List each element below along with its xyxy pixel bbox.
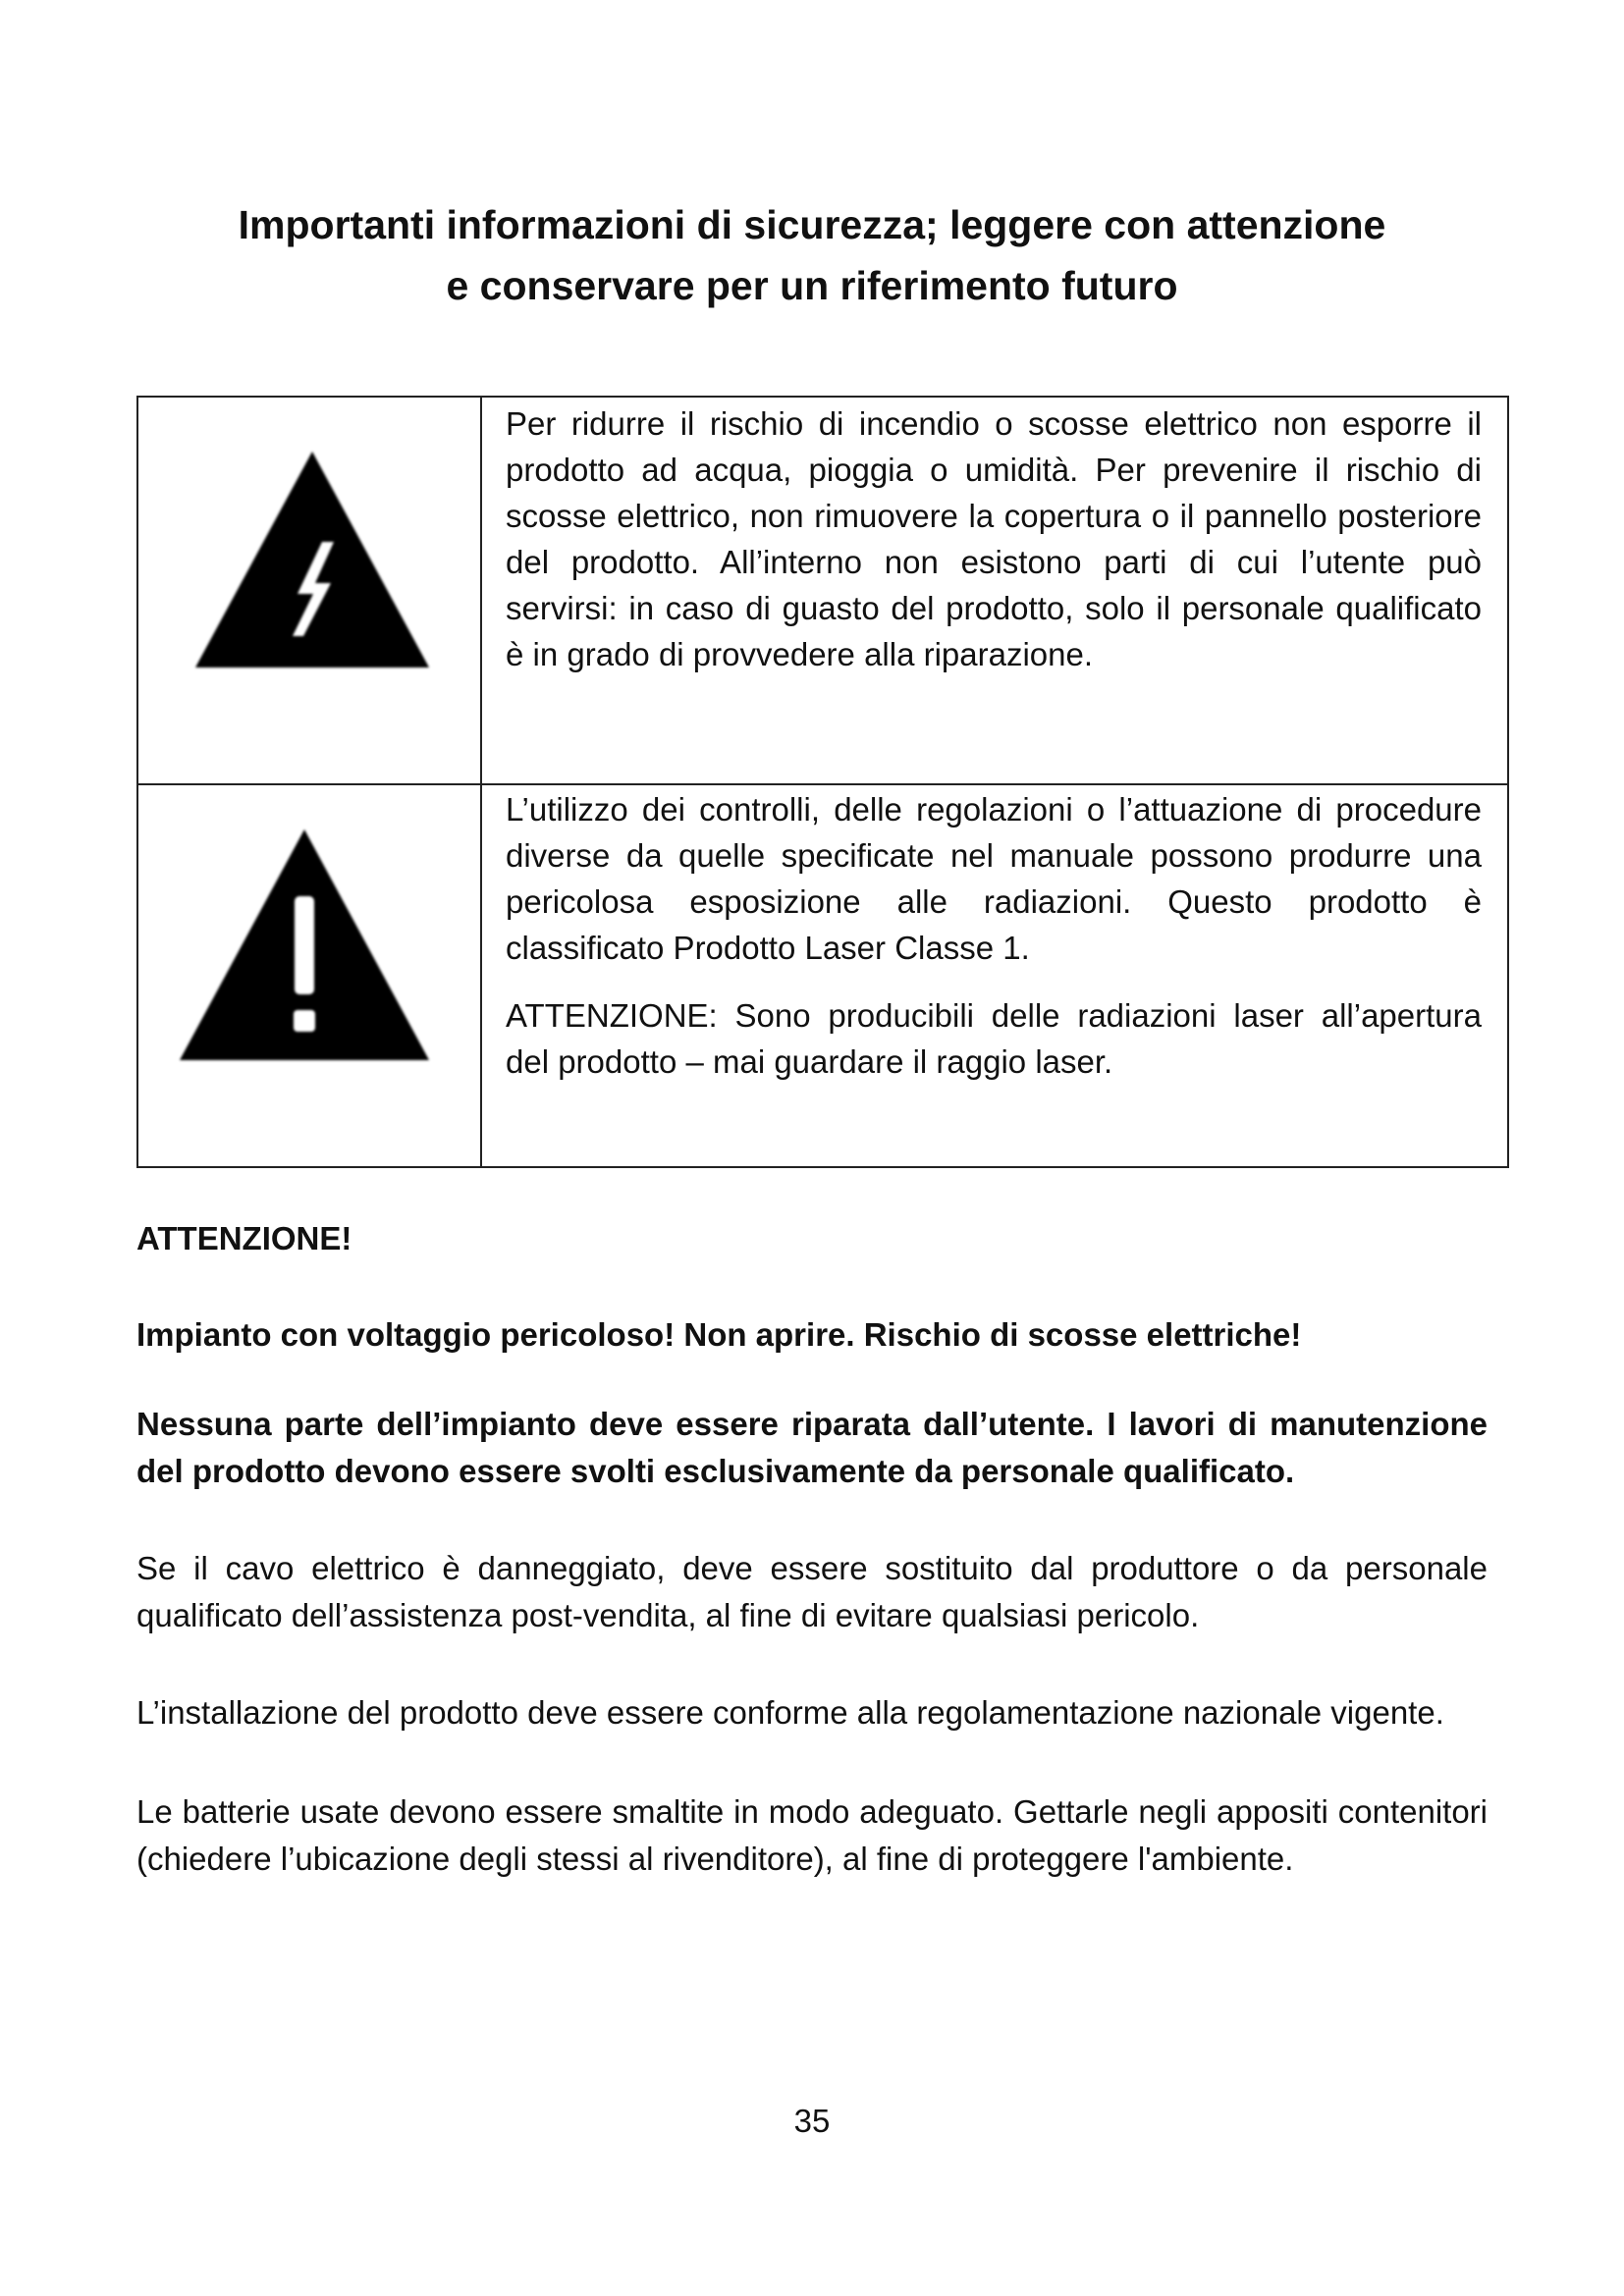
service-warning: Nessuna parte dell’impianto deve essere riparata dall’utente. I lavori di manutenzione del prodotto devono essere svolti esclusivamente da personale qualificato.: [136, 1406, 1488, 1489]
safety-notes: [136, 1215, 1488, 1883]
voltage-warning: Impianto con voltaggio pericoloso! Non aprire. Rischio di scosse elettriche!: [136, 1316, 1302, 1353]
power-cord-note: Se il cavo elettrico è danneggiato, deve essere sostituito dal produttore o da personale qualificato dell’assistenza post-vendita, al fine di evitare qualsiasi pericolo.: [136, 1550, 1488, 1633]
laser-usage-warning-text: L’utilizzo dei controlli, delle regolazioni o l’attuazione di procedure diverse da quelle specificate nel manuale possono produrre una pericolosa esposizione alle radiazioni. Questo prodotto è classificato Prodotto Laser Classe 1.: [506, 791, 1482, 966]
title-line-2: e conservare per un riferimento futuro: [446, 263, 1178, 308]
title-line-1: Importanti informazioni di sicurezza; leggere con attenzione: [238, 202, 1386, 247]
laser-exposure-warning-text: ATTENZIONE: Sono producibili delle radiazioni laser all’apertura del prodotto – mai guardare il raggio laser.: [506, 997, 1482, 1080]
installation-note: L’installazione del prodotto deve essere conforme alla regolamentazione nazionale vigente.: [136, 1694, 1444, 1731]
page-title: [118, 194, 1506, 316]
safety-warning-table: [136, 396, 1509, 1168]
shock-warning-text: Per ridurre il rischio di incendio o scosse elettrico non esporre il prodotto ad acqua, pioggia o umidità. Per prevenire il rischio di scosse elettrico, non rimuovere la copertura o il pannello posteriore del prodotto. All’interno non esistono parti di cui l’utente può servirsi: in caso di guasto del prodotto, solo il personale qualificato è in grado di provvedere alla riparazione.: [506, 405, 1482, 672]
battery-disposal-note: Le batterie usate devono essere smaltite in modo adeguato. Gettarle negli appositi contenitori (chiedere l’ubicazione degli stessi al rivenditore), al fine di proteggere l'ambiente.: [136, 1793, 1488, 1877]
icon-cell: [138, 785, 482, 1166]
electric-shock-warning-row: [138, 398, 1507, 785]
warning-heading: ATTENZIONE!: [136, 1220, 352, 1256]
warning-text-cell: [482, 398, 1507, 783]
electric-shock-warning-icon: [195, 452, 429, 667]
warning-text-cell: [482, 785, 1507, 1166]
laser-warning-row: [138, 785, 1507, 1166]
icon-cell: [138, 398, 482, 783]
page-number: 35: [793, 2103, 831, 2139]
exclamation-warning-icon: [180, 829, 429, 1060]
